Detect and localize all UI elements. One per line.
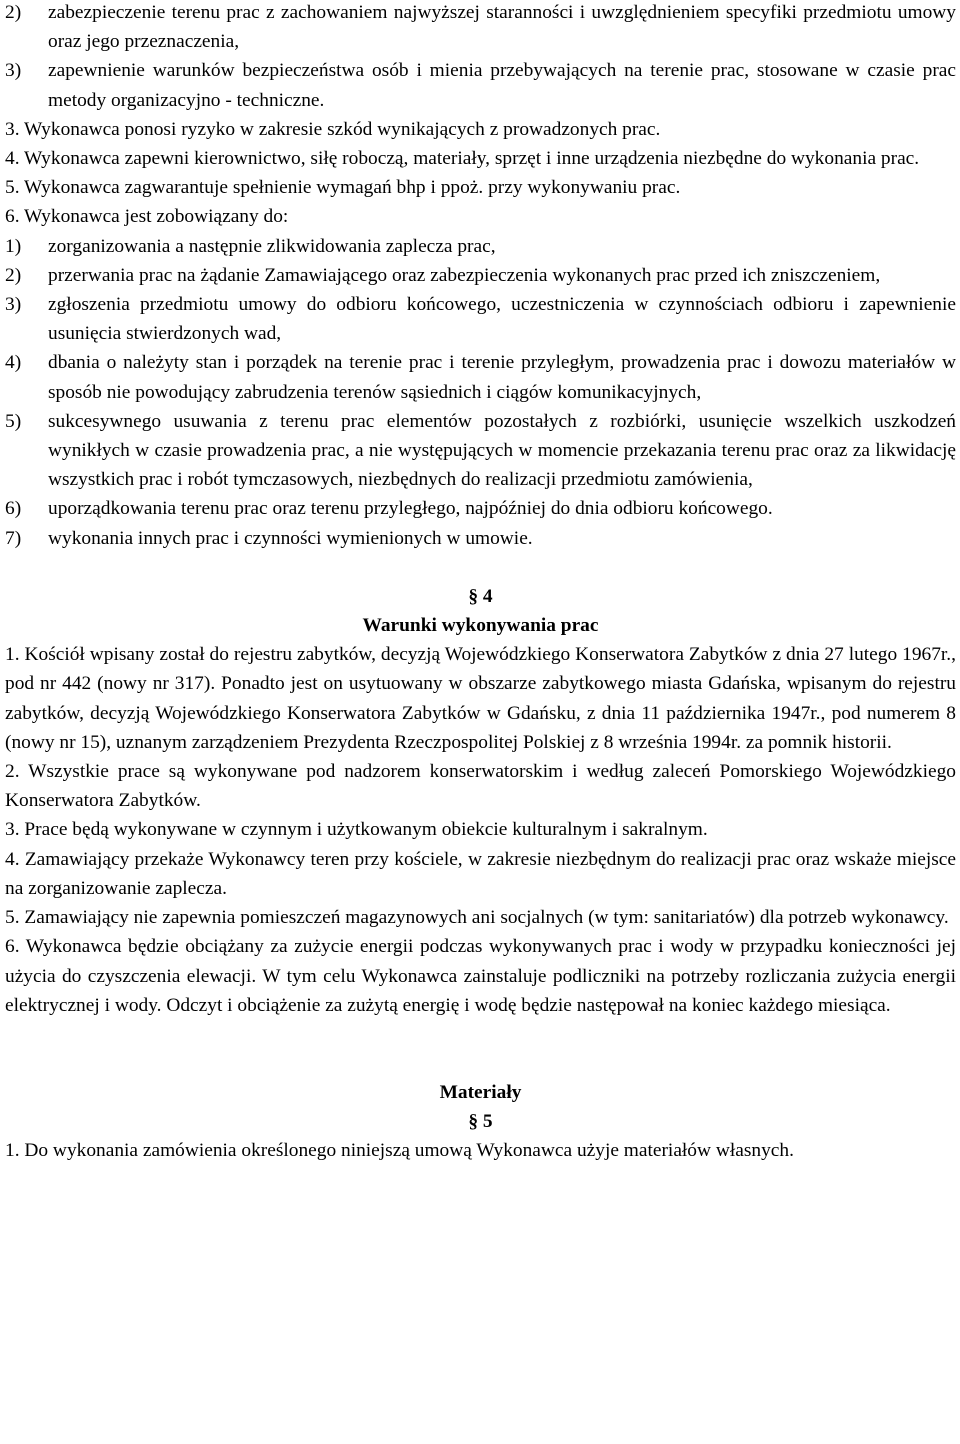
list-item-number: 7) [5, 527, 22, 549]
section-5-title: Materiały [439, 1081, 522, 1103]
paragraph: 5. Zamawiający nie zapewnia pomieszczeń magazynowych ani socjalnych (w tym: sanitariatów) dla potrzeb wykonawcy. [5, 907, 949, 929]
obligations-list [5, 232, 956, 553]
paragraph: 6. Wykonawca będzie obciążany za zużycie energii podczas wykonywanych prac i wody w przypadku konieczności jej użycia do czyszczenia elewacji. W tym celu Wykonawca zainstaluje podliczniki na potrzeby rozliczania zużycia energii elektrycznej i wody. Odczyt i obciążenie za zużytą energię i wodę będzie następował na koniec każdego miesiąca. [5, 936, 956, 1016]
paragraph: 2. Wszystkie prace są wykonywane pod nadzorem konserwatorskim i według zaleceń Pomorskiego Wojewódzkiego Konserwatora Zabytków. [5, 761, 956, 812]
list-item-text: przerwania prac na żądanie Zamawiającego oraz zabezpieczenia wykonanych prac przed ich zniszczeniem, [48, 264, 881, 286]
paragraph: 3. Wykonawca ponosi ryzyko w zakresie szkód wynikających z prowadzonych prac. [5, 118, 661, 140]
list-item-text: wykonania innych prac i czynności wymienionych w umowie. [48, 527, 533, 549]
list-item-number: 3) [5, 60, 22, 82]
list-item-number: 4) [5, 352, 22, 374]
list-item-number: 1) [5, 235, 22, 257]
document-page [5, 0, 956, 1166]
section-spacer [5, 1020, 956, 1078]
list-item-text: sukcesywnego usuwania z terenu prac elementów pozostałych z rozbiórki, usunięcie wszelkich uszkodzeń wynikłych w czasie prowadzenia prac, a nie występujących w momencie przekazania terenu prac oraz za likwidację wszystkich prac i robót tymczasowych, niezbędnych do realizacji przedmiotu zamówienia, [48, 410, 956, 491]
list-item-number: 5) [5, 410, 22, 432]
paragraph: 1. Kościół wpisany został do rejestru zabytków, decyzją Wojewódzkiego Konserwatora Zabytków z dnia 27 lutego 1967r., pod nr 442 (nowy nr 317). Ponadto jest on usytuowany w obszarze zabytkowego miasta Gdańska, wpisanym do rejestru zabytków, decyzją Wojewódzkiego Konserwatora Zabytków w Gdańsku, z dnia 11 października 1947r., pod numerem 8 (nowy nr 15), uznanym zarządzeniem Prezydenta Rzeczpospolitej Polskiej z 8 września 1994r. za pomnik historii. [5, 644, 956, 753]
list-item-text: zapewnienie warunków bezpieczeństwa osób i mienia przebywających na terenie prac, stosowane w czasie prac metody organizacyjno - techniczne. [48, 60, 956, 111]
list-item [5, 0, 956, 56]
list-item [5, 232, 956, 261]
top-list [5, 0, 956, 115]
list-item-text: zorganizowania a następnie zlikwidowania zaplecza prac, [48, 235, 496, 257]
list-item-text: dbania o należyty stan i porządek na terenie prac i terenie przyległym, prowadzenia prac i dowozu materiałów w sposób nie powodujący zabrudzenia terenów sąsiednich i ciągów komunikacyjnych, [48, 352, 956, 403]
list-item-number: 2) [5, 2, 22, 23]
list-item-text: uporządkowania terenu prac oraz terenu przyległego, najpóźniej do dnia odbioru końcowego. [48, 498, 773, 520]
paragraph: 1. Do wykonania zamówienia określonego niniejszą umową Wykonawca użyje materiałów własnych. [5, 1140, 794, 1162]
list-item-number: 3) [5, 294, 22, 316]
section-5-number: § 5 [468, 1111, 493, 1133]
list-item [5, 524, 956, 553]
list-item [5, 407, 956, 495]
section-4-number: § 4 [468, 585, 493, 607]
paragraph: 3. Prace będą wykonywane w czynnym i użytkowanym obiekcie kulturalnym i sakralnym. [5, 819, 708, 841]
paragraph: 6. Wykonawca jest zobowiązany do: [5, 206, 289, 228]
list-item [5, 494, 956, 523]
list-item [5, 348, 956, 406]
list-item-text: zgłoszenia przedmiotu umowy do odbioru końcowego, uczestniczenia w czynnościach odbioru i zapewnienie usunięcia stwierdzonych wad, [48, 294, 956, 345]
paragraph: 4. Wykonawca zapewni kierownictwo, siłę roboczą, materiały, sprzęt i inne urządzenia niezbędne do wykonania prac. [5, 148, 920, 170]
list-item [5, 290, 956, 348]
list-item [5, 261, 956, 290]
list-item-number: 2) [5, 264, 22, 286]
list-item-number: 6) [5, 498, 22, 520]
section-spacer [5, 553, 956, 582]
section-4-title: Warunki wykonywania prac [362, 615, 599, 637]
list-item-text: zabezpieczenie terenu prac z zachowaniem najwyższej staranności i uwzględnieniem specyfiki przedmiotu umowy oraz jego przeznaczenia, [48, 2, 956, 53]
paragraph: 4. Zamawiający przekaże Wykonawcy teren przy kościele, w zakresie niezbędnym do realizacji prac oraz wskaże miejsce na zorganizowanie zaplecza. [5, 848, 956, 899]
paragraph: 5. Wykonawca zagwarantuje spełnienie wymagań bhp i ppoż. przy wykonywaniu prac. [5, 177, 681, 199]
list-item [5, 56, 956, 114]
